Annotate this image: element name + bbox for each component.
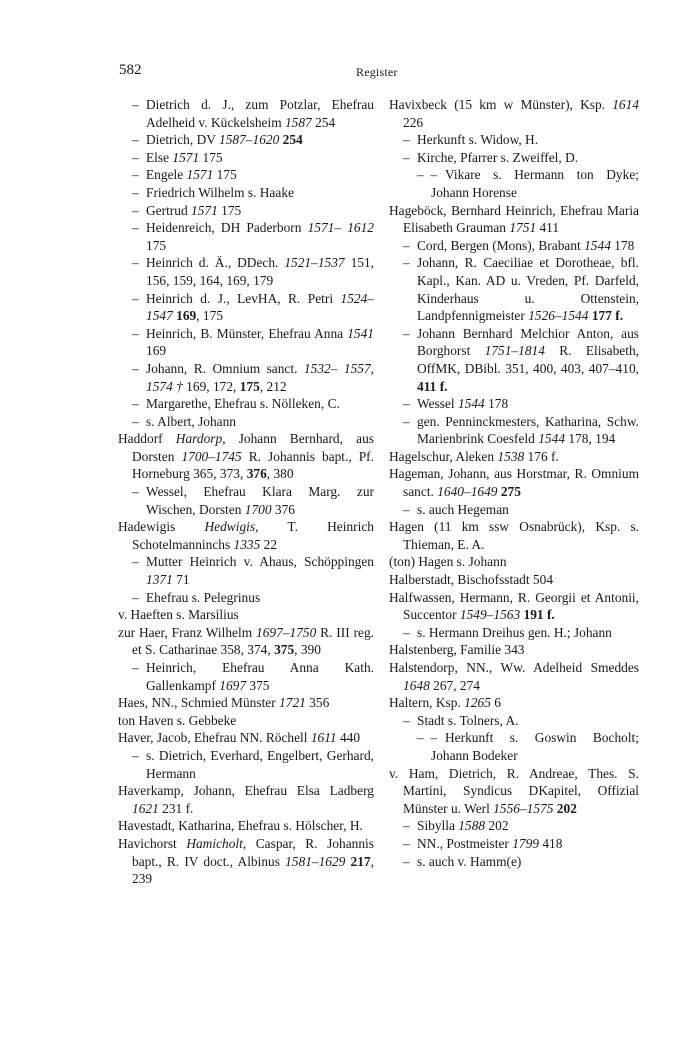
index-entry: ton Haven s. Gebbeke [118,712,237,728]
index-entry: – s. auch v. Hamm(e) [403,853,522,869]
index-entry: Halstendorp, NN., Ww. Adelheid Smeddes 1648 267, 274 [389,660,639,693]
index-entry: Haver, Jacob, Ehefrau NN. Röchell 1611 440 [118,730,361,746]
index-entry: Hagen (11 km ssw Osnabrück), Ksp. s. Thieman, E. A. [389,519,639,552]
index-entry: – s. Dietrich, Everhard, Engelbert, Gerhard, Hermann [132,747,374,781]
index-entry: – Kirche, Pfarrer s. Zweiffel, D. [403,149,579,165]
index-entry: Havestadt, Katharina, Ehefrau s. Hölscher, H. [118,818,363,834]
index-entry: Hageböck, Bernhard Heinrich, Ehefrau Maria Elisabeth Grauman 1751 411 [389,202,639,236]
index-entry: Hagelschur, Aleken 1538 176 f. [389,448,559,464]
index-entry: zur Haer, Franz Wilhelm 1697–1750 R. III reg. et S. Catharinae 358, 374, 375, 390 [118,624,374,658]
index-entry: – Cord, Bergen (Mons), Brabant 1544 178 [403,237,635,253]
index-entry: – Engele 1571 175 [132,167,237,183]
index-entry: – Wessel 1544 178 [403,396,509,412]
index-entry: – s. Albert, Johann [132,413,237,429]
index-entry: – s. Hermann Dreihus gen. H.; Johann [403,624,612,640]
index-entry: – gen. Penninckmesters, Katharina, Schw. Marienbrink Coesfeld 1544 178, 194 [403,413,639,447]
index-entry: – Herkunft s. Widow, H. [403,132,539,148]
index-entry: – Heidenreich, DH Paderborn 1571– 1612 175 [132,220,374,253]
index-entry: Havichorst Hamicholt, Caspar, R. Johannis bapt., R. IV doct., Albinus 1581–1629 217, 239 [118,835,374,887]
index-entry: – Sibylla 1588 202 [403,818,509,834]
index-entry: – Johann Bernhard Melchior Anton, aus Borghorst 1751–1814 R. Elisabeth, OffMK, DBibl. 351, 400, 403, 407–410, 411 f. [403,325,639,394]
index-entry: Haes, NN., Schmied Münster 1721 356 [118,695,330,711]
index-entry: – Wessel, Ehefrau Klara Marg. zur Wischen, Dorsten 1700 376 [132,484,374,517]
index-entry: – s. auch Hegeman [403,501,509,517]
index-entry: – Heinrich d. Ä., DDech. 1521–1537 151, 156, 159, 164, 169, 179 [132,255,374,288]
index-entry: Hageman, Johann, aus Horstmar, R. Omnium sanct. 1640–1649 275 [389,466,639,500]
index-entry: – NN., Postmeister 1799 418 [403,835,563,851]
index-entry: – Else 1571 175 [132,149,223,165]
index-entry: – Dietrich, DV 1587–1620 254 [132,132,303,148]
index-entry: v. Ham, Dietrich, R. Andreae, Thes. S. Martini, Syndicus DKapitel, Offizial Münster u. Werl 1556–1575 202 [389,765,639,816]
index-entry: Halfwassen, Hermann, R. Georgii et Antonii, Succentor 1549–1563 191 f. [389,589,639,623]
index-entry: Haltern, Ksp. 1265 6 [389,695,501,711]
index-entry: – Mutter Heinrich v. Ahaus, Schöppingen 1371 71 [132,554,374,588]
index-entry: Halberstadt, Bischofsstadt 504 [389,572,554,588]
index-entry: – Friedrich Wilhelm s. Haake [132,184,294,200]
index-entry: – Heinrich, B. Münster, Ehefrau Anna 1541 169 [132,325,374,359]
index-entry: Halstenberg, Familie 343 [389,642,525,658]
index-entry: – Margarethe, Ehefrau s. Nölleken, C. [132,396,340,412]
running-head: Register [356,65,398,79]
index-entry: – Heinrich, Ehefrau Anna Kath. Gallenkampf 1697 375 [132,660,374,693]
page-number: 582 [119,62,142,78]
index-column-left [118,96,374,888]
index-entry: v. Haeften s. Marsilius [118,607,239,623]
index-entry: – Heinrich d. J., LevHA, R. Petri 1524–1547 169, 175 [132,290,374,324]
index-entry: – Johann, R. Omnium sanct. 1532– 1557, 1574 † 169, 172, 175, 212 [132,360,374,394]
index-entry: (ton) Hagen s. Johann [389,554,507,570]
index-entry: – – Herkunft s. Goswin Bocholt; Johann Bodeker [417,730,639,763]
index-entry: – Johann, R. Caeciliae et Dorotheae, bfl. Kapl., Kan. AD u. Vreden, Pf. Darfeld, Kinderhaus u. Ottenstein, Landpfennigmeister 1526–1544 177 f. [403,255,639,324]
index-entry: Haverkamp, Johann, Ehefrau Elsa Ladberg 1621 231 f. [118,783,374,816]
index-column-right [389,96,639,870]
index-entry: – Stadt s. Tolners, A. [403,712,519,728]
index-entry: – Dietrich d. J., zum Potzlar, Ehefrau Adelheid v. Kückelsheim 1587 254 [132,97,374,130]
index-entry: – – Vikare s. Hermann ton Dyke; Johann Horense [417,167,639,200]
index-entry: Hadewigis Hedwigis, T. Heinrich Schotelmanninchs 1335 22 [118,519,374,552]
index-entry: Haddorf Hardorp, Johann Bernhard, aus Dorsten 1700–1745 R. Johannis bapt., Pf. Horneburg 365, 373, 376, 380 [118,431,374,482]
index-entry: Havixbeck (15 km w Münster), Ksp. 1614 226 [389,97,639,130]
index-entry: – Gertrud 1571 175 [132,202,242,218]
index-entry: – Ehefrau s. Pelegrinus [132,589,261,605]
